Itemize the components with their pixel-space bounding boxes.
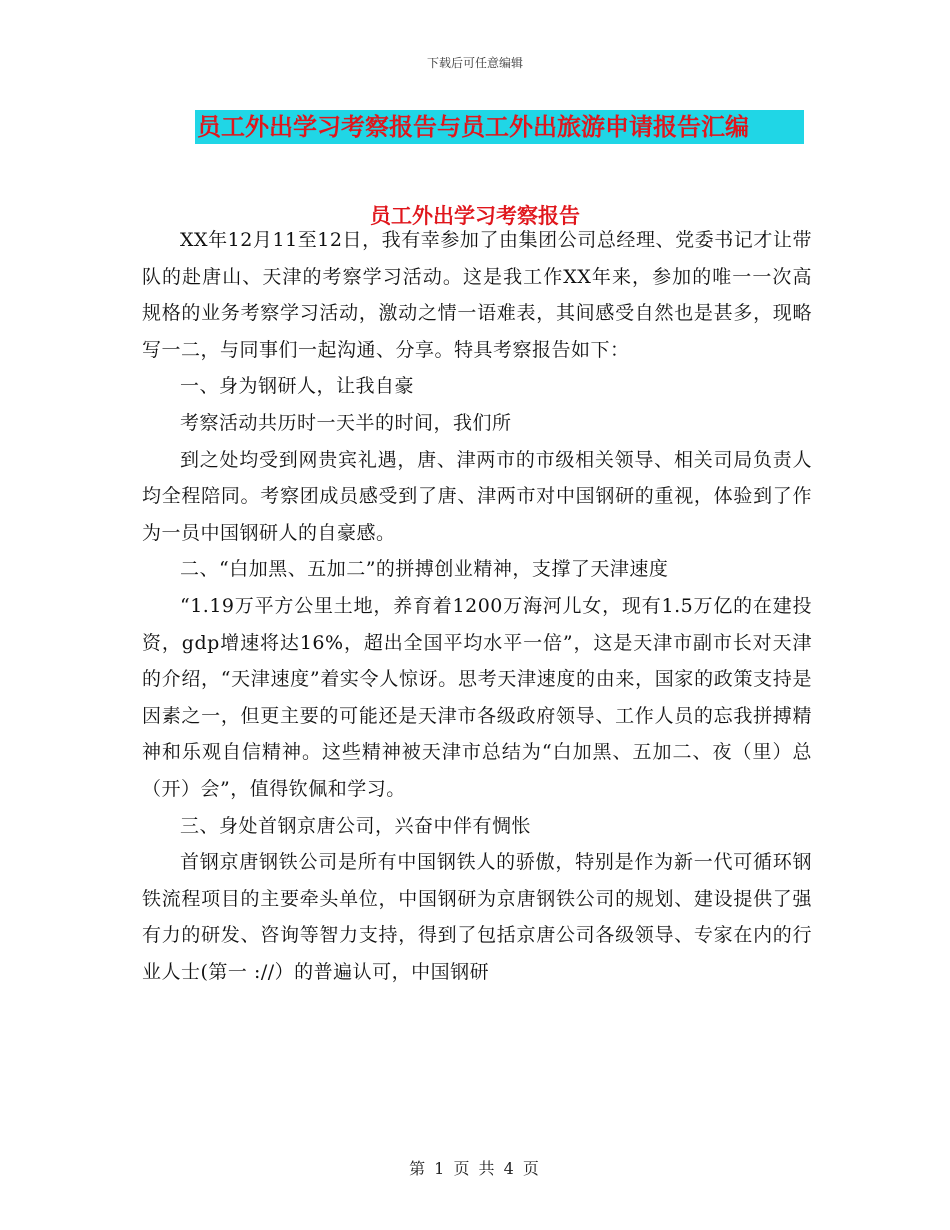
page-footer: 第 1 页 共 4 页	[409, 1159, 541, 1178]
paragraph-tianjin: “1.19万平方公里土地，养育着1200万海河儿女，现有1.5万亿的在建投资，gdp增速将达16%，超出全国平均水平一倍”，这是天津市副市长对天津的介绍，“天津速度”着实令人惊讶。思考天津速度的由来，国家的政策支持是因素之一，但更主要的可能还是天津市各级政府领导、工作人员的忘我拼搏精神和乐观自信精神。这些精神被天津市总结为“白加黑、五加二、夜（里）总（开）会”，值得钦佩和学习。	[142, 594, 812, 800]
paragraph-reception: 到之处均受到网贵宾礼遇，唐、津两市的市级相关领导、相关司局负责人均全程陪同。考察团成员感受到了唐、津两市对中国钢研的重视，体验到了作为一员中国钢研人的自豪感。	[142, 448, 812, 544]
paragraph-activity: 考察活动共历时一天半的时间，我们所	[180, 411, 512, 434]
paragraph-shougang: 首钢京唐钢铁公司是所有中国钢铁人的骄傲，特别是作为新一代可循环钢铁流程项目的主要牵头单位，中国钢研为京唐钢铁公司的规划、建设提供了强有力的研发、咨询等智力支持，得到了包括京唐公司各级领导、专家在内的行业人士(第一 ://）的普遍认可，中国钢研	[142, 851, 812, 983]
body-text	[142, 222, 812, 990]
heading-two: 二、“白加黑、五加二”的拼搏创业精神，支撑了天津速度	[180, 558, 669, 581]
header-note: 下载后可任意编辑	[426, 56, 523, 70]
paragraph-intro: XX年12月11至12日，我有幸参加了由集团公司总经理、党委书记才让带队的赴唐山、天津的考察学习活动。这是我工作XX年来，参加的唯一一次高规格的业务考察学习活动，激动之情一语难表，其间感受自然也是甚多，现略写一二，与同事们一起沟通、分享。特具考察报告如下：	[142, 229, 812, 361]
heading-one: 一、身为钢研人，让我自豪	[180, 375, 415, 398]
document-title: 员工外出学习考察报告与员工外出旅游申请报告汇编	[195, 110, 804, 144]
section-title: 员工外出学习考察报告	[370, 204, 580, 228]
heading-three: 三、身处首钢京唐公司，兴奋中伴有惆怅	[180, 814, 532, 837]
